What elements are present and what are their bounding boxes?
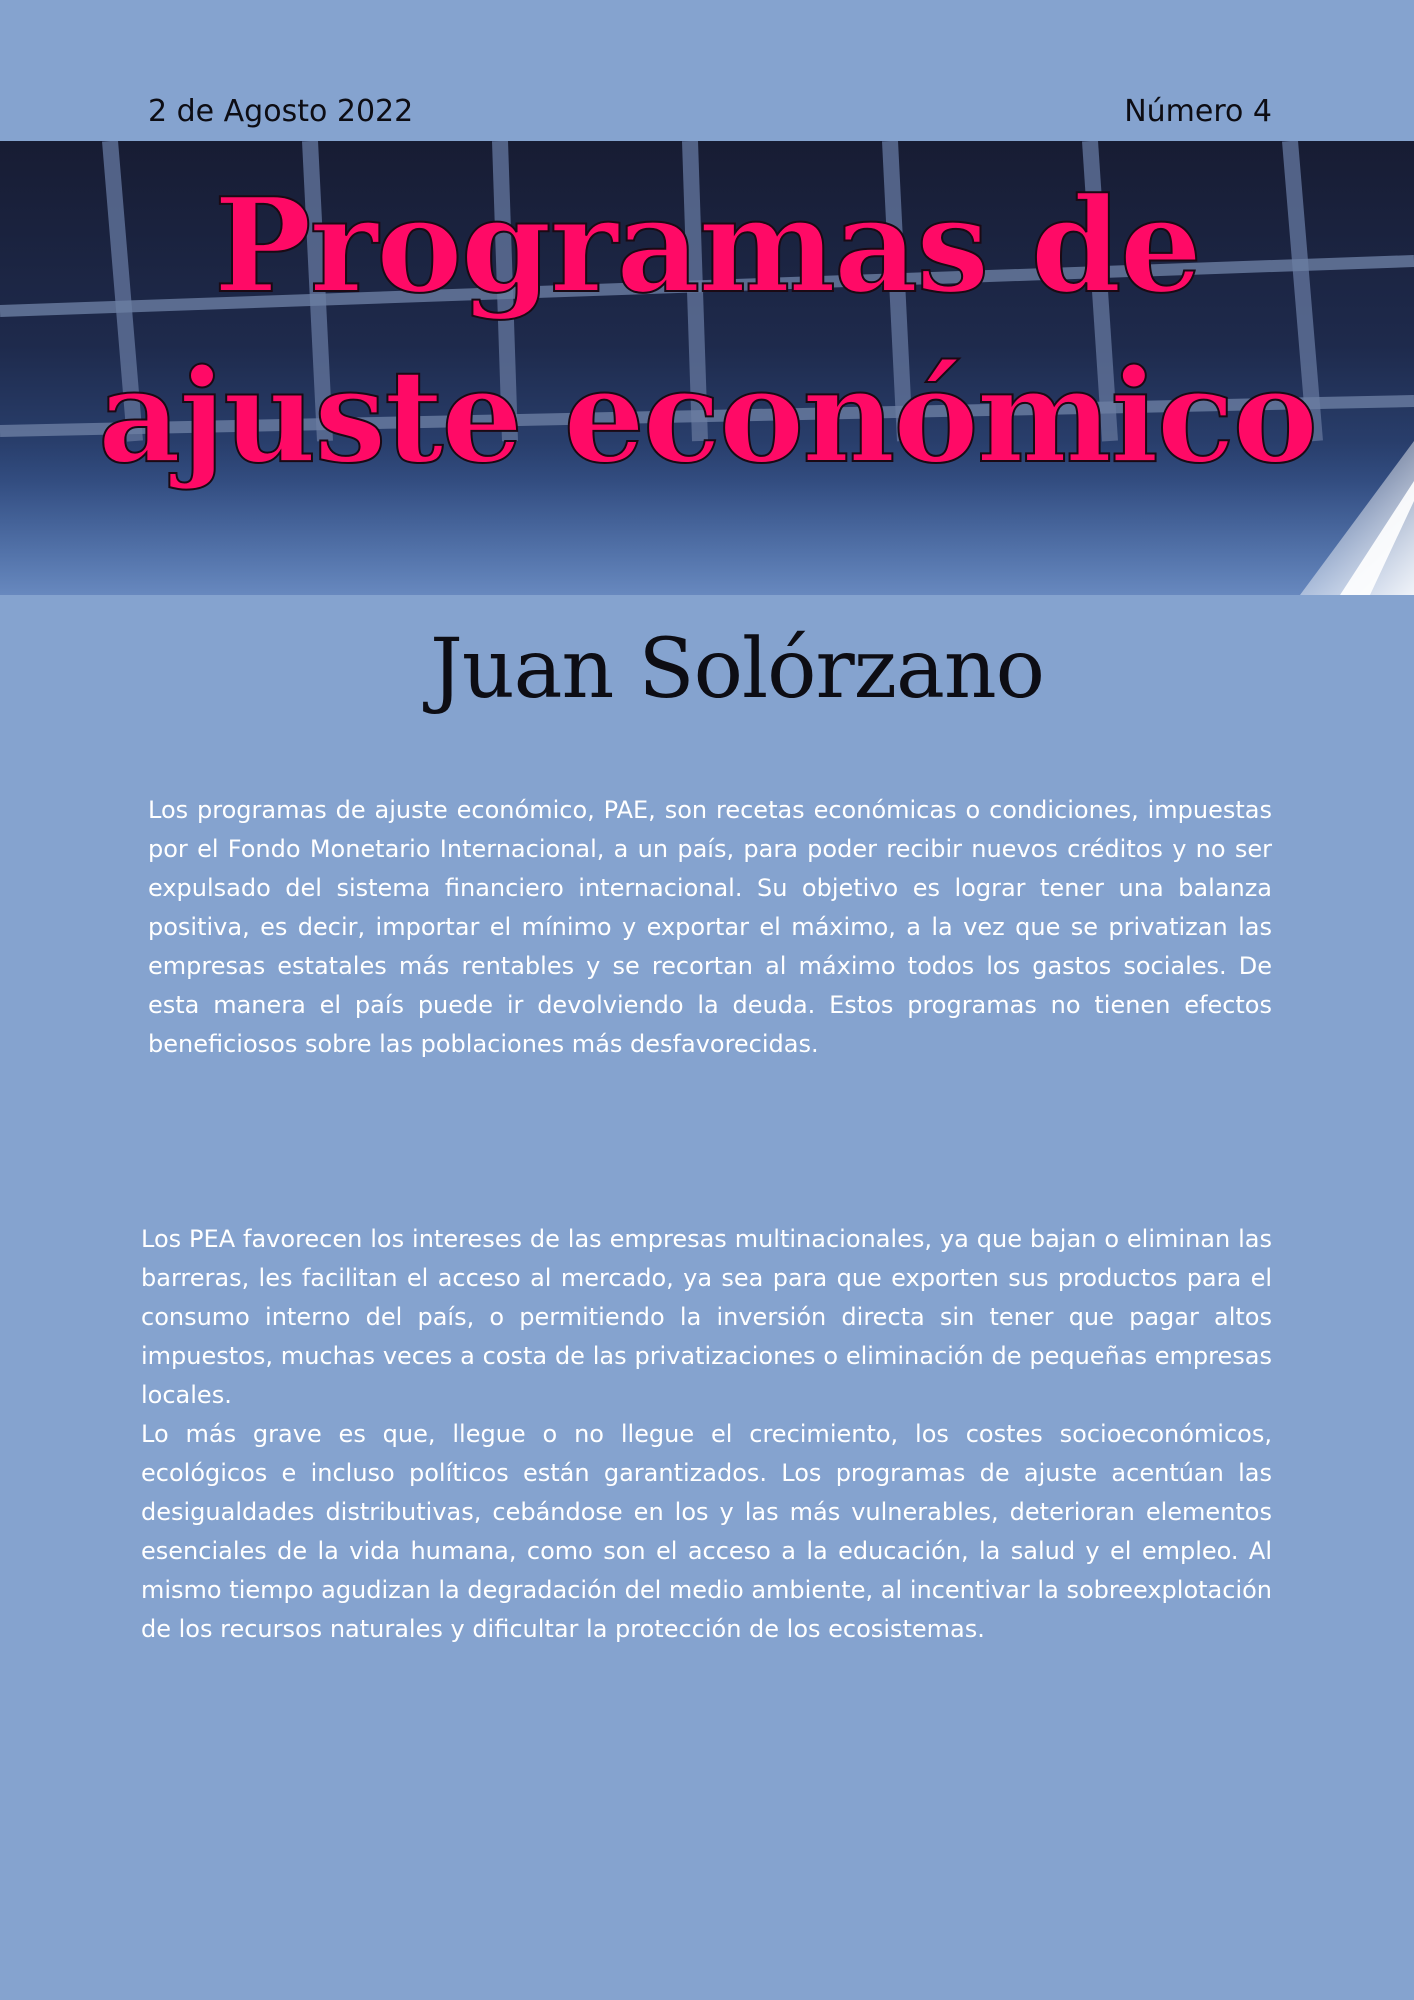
author-name: Juan Solórzano <box>429 622 1045 717</box>
title-banner <box>0 141 1414 595</box>
issue-date: 2 de Agosto 2022 <box>148 93 414 129</box>
title-line-1: Programas de <box>213 169 1201 322</box>
article-paragraph-3: Lo más grave es que, llegue o no llegue el crecimiento, los costes socioeconómicos, ecológicos e incluso políticos están garantizados. Los programas de ajuste acentúan las desigualdades distributivas, cebándose en los y las más vulnerables, deterioran elementos esenciales de la vida humana, como son el acceso a la educación, la salud y el empleo. Al mismo tiempo agudizan la degradación del medio ambiente, al incentivar la sobreexplotación de los recursos naturales y dificultar la protección de los ecosistemas. <box>141 1420 1272 1643</box>
title-line-2: ajuste económico <box>97 342 1317 492</box>
article-paragraph-2: Los PEA favorecen los intereses de las empresas multinacionales, ya que bajan o eliminan las barreras, les facilitan el acceso al mercado, ya sea para que exporten sus productos para el consumo interno del país, o permitiendo la inversión directa sin tener que pagar altos impuestos, muchas veces a costa de las privatizaciones o eliminación de pequeñas empresas locales. <box>141 1225 1272 1409</box>
issue-number: Número 4 <box>1124 93 1272 129</box>
issue-header <box>148 88 1272 134</box>
article-paragraph-1: Los programas de ajuste económico, PAE, son recetas económicas o condiciones, impuestas por el Fondo Monetario Internacional, a un país, para poder recibir nuevos créditos y no ser expulsado del sistema financiero internacional. Su objetivo es lograr tener una balanza positiva, es decir, importar el mínimo y exportar el máximo, a la vez que se privatizan las empresas estatales más rentables y se recortan al máximo todos los gastos sociales. De esta manera el país puede ir devolviendo la deuda. Estos programas no tienen efectos beneficiosos sobre las poblaciones más desfavorecidas. <box>148 796 1272 1058</box>
